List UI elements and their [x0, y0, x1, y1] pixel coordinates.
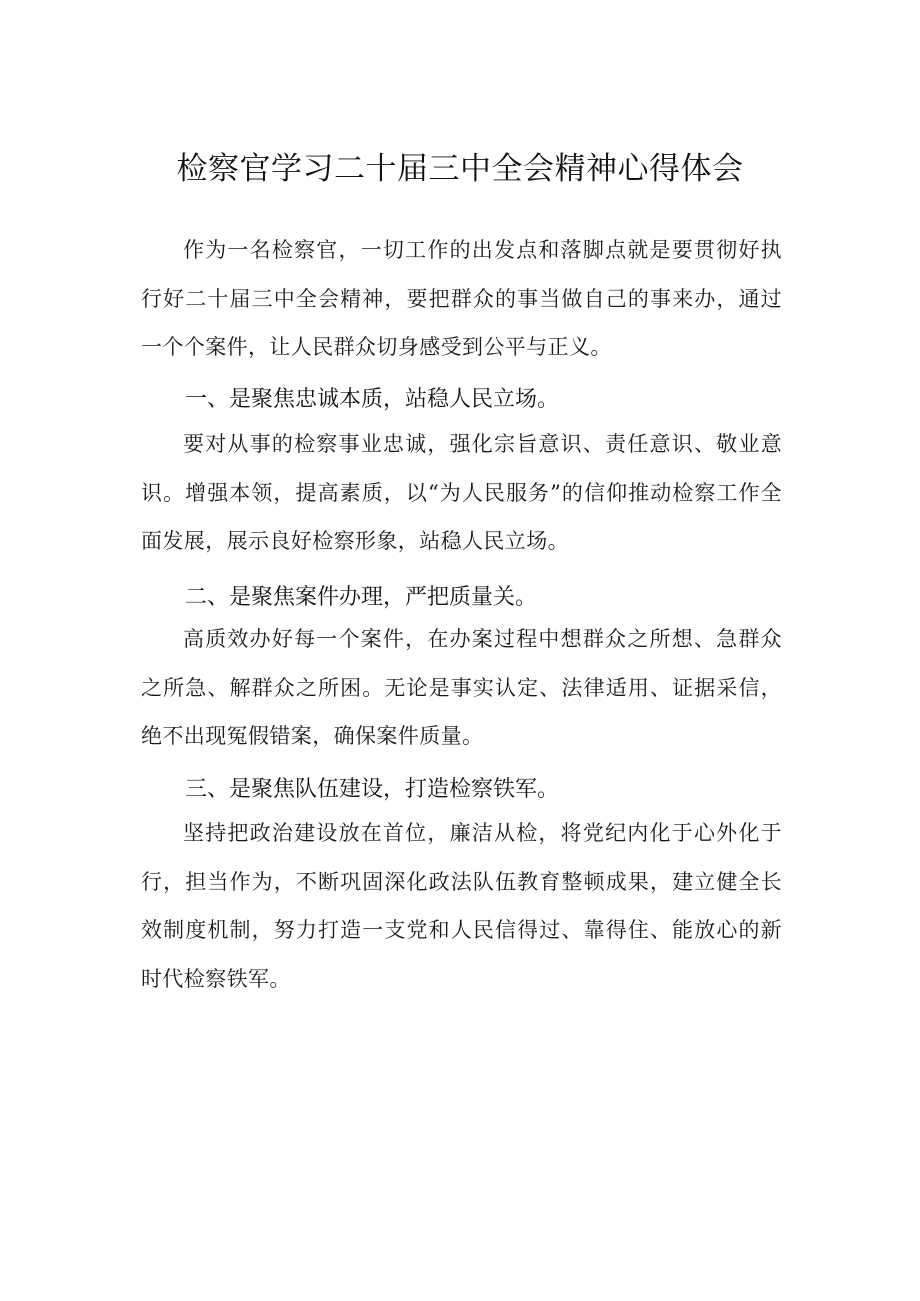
document-title: 检察官学习二十届三中全会精神心得体会: [176, 151, 744, 187]
section-paragraph-3: 坚持把政治建设放在首位，廉洁从检，将党纪内化于心外化于行，担当作为，不断巩固深化政法队伍教育整顿成果，建立健全长效制度机制，努力打造一支党和人民信得过、靠得住、能放心的新时代检察铁军。: [141, 821, 782, 991]
section-heading-3: 三、是聚焦队伍建设，打造检察铁军。: [185, 777, 560, 802]
section-paragraph-1: 要对从事的检察事业忠诚，强化宗旨意识、责任意识、敬业意识。增强本领，提高素质，以“为人民服务”的信仰推动检察工作全面发展，展示良好检察形象，站稳人民立场。: [141, 432, 782, 554]
section-heading-1: 一、是聚焦忠诚本质，站稳人民立场。: [185, 387, 560, 412]
section-paragraph-2: 高质效办好每一个案件，在办案过程中想群众之所想、急群众之所急、解群众之所困。无论是事实认定、法律适用、证据采信，绝不出现冤假错案，确保案件质量。: [141, 627, 782, 749]
section-heading-2: 二、是聚焦案件办理，严把质量关。: [185, 585, 538, 610]
intro-paragraph: 作为一名检察官，一切工作的出发点和落脚点就是要贯彻好执行好二十届三中全会精神，要把群众的事当做自己的事来办，通过一个个案件，让人民群众切身感受到公平与正义。: [141, 238, 782, 360]
